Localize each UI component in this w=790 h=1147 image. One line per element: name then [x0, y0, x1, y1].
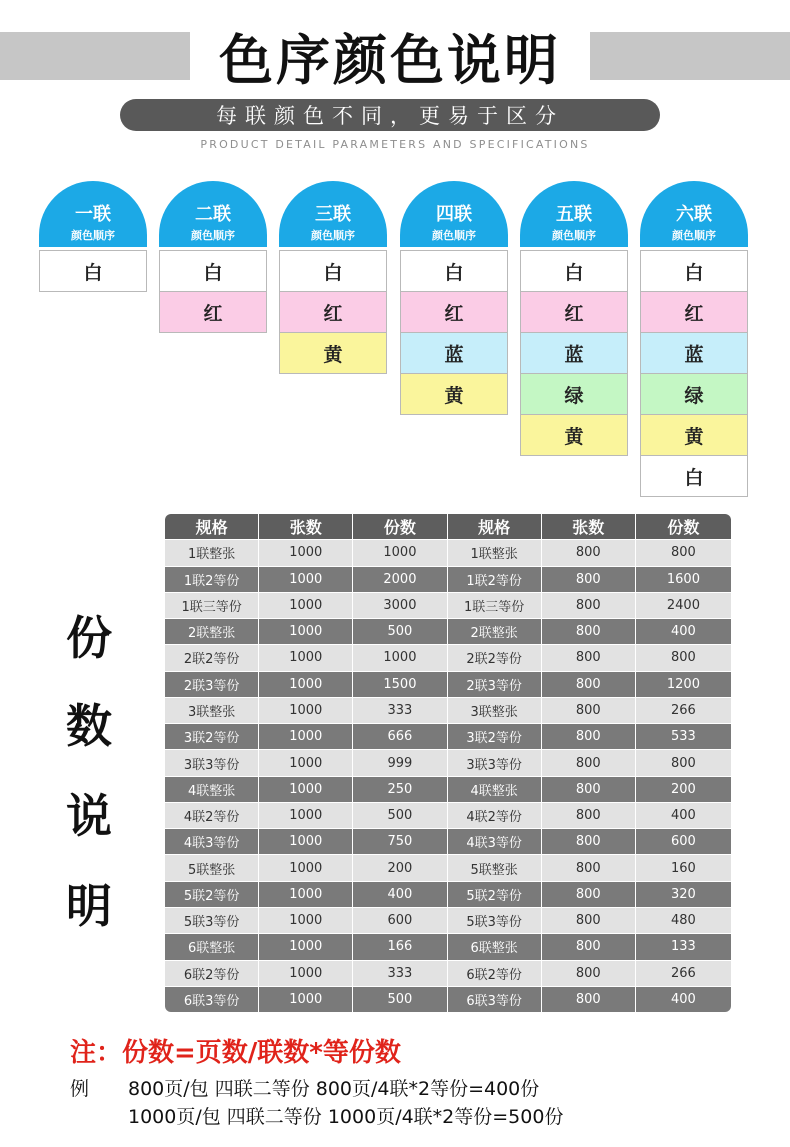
- table-row: [165, 567, 731, 593]
- table-cell: 1000: [259, 672, 353, 697]
- column-header: [39, 181, 147, 247]
- column-header-cell: 份数: [667, 518, 700, 538]
- table-cell: 1联整张: [448, 540, 542, 565]
- subtitle-pill: 每联颜色不同，更易于区分: [120, 99, 660, 131]
- table-cell: 3联整张: [448, 698, 542, 723]
- color-cell: 红: [521, 292, 627, 333]
- table-cell: 1000: [259, 698, 353, 723]
- table-row: [165, 803, 731, 829]
- table-cell: 1000: [259, 934, 353, 959]
- table-cell: 5联整张: [165, 855, 259, 880]
- table-cell: 800: [542, 540, 636, 565]
- color-cell: 白: [521, 251, 627, 292]
- table-cell: 5联2等份: [165, 882, 259, 907]
- table-cell: 999: [353, 750, 447, 775]
- table-row: [165, 750, 731, 776]
- color-cell-list: [279, 250, 387, 374]
- color-cell: 红: [280, 292, 386, 333]
- table-cell: 5联整张: [448, 855, 542, 880]
- color-cell: 绿: [641, 374, 747, 415]
- table-cell: 600: [671, 834, 696, 850]
- table-cell: 200: [353, 855, 447, 880]
- side-title-char-2: 数: [66, 699, 112, 753]
- table-cell: 800: [542, 619, 636, 644]
- table-cell: 6联整张: [165, 934, 259, 959]
- table-cell: 1000: [259, 724, 353, 749]
- column-header-cell: 规格: [448, 514, 542, 539]
- table-cell: 800: [542, 777, 636, 802]
- table-cell: 800: [542, 855, 636, 880]
- table-cell: 5联2等份: [448, 882, 542, 907]
- table-cell: 800: [542, 645, 636, 670]
- table-cell: 1000: [259, 567, 353, 592]
- table-cell: 166: [353, 934, 447, 959]
- table-cell: 800: [542, 882, 636, 907]
- color-cell: 白: [641, 251, 747, 292]
- color-cell: 红: [401, 292, 507, 333]
- table-cell: 1000: [259, 777, 353, 802]
- table-cell: 4联2等份: [448, 803, 542, 828]
- table-cell: 3联2等份: [448, 724, 542, 749]
- page-title: 色序颜色说明: [219, 28, 561, 92]
- column-header: [400, 181, 508, 247]
- table-cell: 1000: [259, 961, 353, 986]
- table-cell: 1联三等份: [448, 593, 542, 618]
- table-row: [165, 855, 731, 881]
- table-cell: 133: [671, 939, 696, 955]
- quantity-table: [165, 514, 731, 1012]
- table-cell: 1联整张: [165, 540, 259, 565]
- table-cell: 1000: [259, 987, 353, 1012]
- color-cell: 黄: [641, 415, 747, 456]
- table-cell: 6联2等份: [448, 961, 542, 986]
- table-cell: 6联2等份: [165, 961, 259, 986]
- column-header: [159, 181, 267, 247]
- table-row: [165, 540, 731, 566]
- table-cell: 1500: [353, 672, 447, 697]
- ply-label: 二联: [195, 204, 231, 225]
- example-label: 例: [70, 1078, 90, 1100]
- color-column-5: [520, 181, 628, 456]
- table-cell: 800: [542, 567, 636, 592]
- table-cell: 333: [353, 961, 447, 986]
- table-cell: 1联2等份: [448, 567, 542, 592]
- color-cell: 白: [401, 251, 507, 292]
- table-cell: 800: [542, 593, 636, 618]
- table-cell: 2联2等份: [448, 645, 542, 670]
- column-header-cell: 张数: [259, 514, 353, 539]
- table-cell: 1000: [259, 803, 353, 828]
- table-cell: 2400: [666, 597, 700, 613]
- table-cell: 1000: [259, 750, 353, 775]
- color-order-label: 颜色顺序: [71, 229, 115, 242]
- table-cell: 1联三等份: [165, 593, 259, 618]
- table-cell: 600: [353, 908, 447, 933]
- table-cell: 1600: [666, 571, 700, 587]
- ply-label: 一联: [75, 204, 111, 225]
- color-cell: 红: [160, 292, 266, 333]
- table-cell: 800: [542, 672, 636, 697]
- table-cell: 2联2等份: [165, 645, 259, 670]
- table-cell: 4联2等份: [165, 803, 259, 828]
- table-cell: 666: [353, 724, 447, 749]
- color-order-label: 颜色顺序: [311, 229, 355, 242]
- table-cell: 4联3等份: [448, 829, 542, 854]
- color-column-3: [279, 181, 387, 374]
- color-cell: 黄: [401, 374, 507, 415]
- table-cell: 1000: [353, 540, 447, 565]
- column-header: [520, 181, 628, 247]
- color-column-2: [159, 181, 267, 333]
- table-row: [165, 645, 731, 671]
- table-cell: 800: [671, 755, 696, 771]
- table-row: [165, 777, 731, 803]
- table-cell: 6联3等份: [165, 987, 259, 1012]
- ply-label: 三联: [315, 204, 351, 225]
- table-cell: 800: [542, 698, 636, 723]
- table-cell: 500: [353, 619, 447, 644]
- color-column-6: [640, 181, 748, 497]
- table-cell: 400: [353, 882, 447, 907]
- table-cell: 266: [671, 702, 696, 718]
- table-cell: 200: [671, 781, 696, 797]
- color-order-label: 颜色顺序: [552, 229, 596, 242]
- table-cell: 800: [542, 724, 636, 749]
- table-cell: 3联3等份: [165, 750, 259, 775]
- table-cell: 500: [353, 803, 447, 828]
- table-cell: 3联3等份: [448, 750, 542, 775]
- table-cell: 1000: [259, 882, 353, 907]
- table-cell: 3联2等份: [165, 724, 259, 749]
- table-cell: 800: [542, 987, 636, 1012]
- table-header-row: [165, 514, 731, 540]
- color-order-label: 颜色顺序: [672, 229, 716, 242]
- table-cell: 1000: [353, 645, 447, 670]
- table-cell: 800: [542, 829, 636, 854]
- ply-label: 五联: [556, 204, 592, 225]
- color-column-1: [39, 181, 147, 292]
- table-cell: 500: [353, 987, 447, 1012]
- table-cell: 533: [671, 729, 696, 745]
- table-cell: 266: [671, 965, 696, 981]
- table-cell: 800: [671, 650, 696, 666]
- example-line-1: 800页/包 四联二等份 800页/4联*2等份=400份: [128, 1078, 540, 1100]
- color-cell: 蓝: [401, 333, 507, 374]
- table-cell: 5联3等份: [448, 908, 542, 933]
- table-cell: 1联2等份: [165, 567, 259, 592]
- column-header-cell: 规格: [165, 514, 259, 539]
- table-cell: 1000: [259, 829, 353, 854]
- table-cell: 250: [353, 777, 447, 802]
- table-cell: 800: [671, 545, 696, 561]
- column-header-cell: 张数: [542, 514, 636, 539]
- table-row: [165, 829, 731, 855]
- formula-note: 注：份数=页数/联数*等份数: [70, 1038, 401, 1068]
- color-cell: 白: [280, 251, 386, 292]
- table-cell: 2联整张: [165, 619, 259, 644]
- color-cell-list: [520, 250, 628, 456]
- column-header: [640, 181, 748, 247]
- table-cell: 2联整张: [448, 619, 542, 644]
- table-cell: 800: [542, 908, 636, 933]
- color-cell: 白: [641, 456, 747, 497]
- table-cell: 3000: [353, 593, 447, 618]
- table-cell: 2联3等份: [165, 672, 259, 697]
- color-cell: 红: [641, 292, 747, 333]
- header-band-left: [0, 32, 190, 80]
- table-cell: 400: [671, 624, 696, 640]
- ply-label: 六联: [676, 204, 712, 225]
- color-cell: 绿: [521, 374, 627, 415]
- table-cell: 1000: [259, 593, 353, 618]
- example-line-2: 1000页/包 四联二等份 1000页/4联*2等份=500份: [128, 1106, 564, 1128]
- color-cell: 蓝: [521, 333, 627, 374]
- table-row: [165, 619, 731, 645]
- table-cell: 800: [542, 803, 636, 828]
- table-cell: 4联3等份: [165, 829, 259, 854]
- color-cell-list: [39, 250, 147, 292]
- color-cell-list: [159, 250, 267, 333]
- color-order-label: 颜色顺序: [191, 229, 235, 242]
- table-cell: 6联3等份: [448, 987, 542, 1012]
- table-cell: 2000: [353, 567, 447, 592]
- table-row: [165, 593, 731, 619]
- table-cell: 3联整张: [165, 698, 259, 723]
- column-header-cell: 份数: [353, 514, 447, 539]
- table-cell: 1000: [259, 908, 353, 933]
- color-cell: 白: [160, 251, 266, 292]
- color-cell: 黄: [280, 333, 386, 374]
- table-cell: 800: [542, 750, 636, 775]
- color-cell: 蓝: [641, 333, 747, 374]
- table-row: [165, 987, 731, 1012]
- table-row: [165, 672, 731, 698]
- table-cell: 1000: [259, 540, 353, 565]
- table-cell: 333: [353, 698, 447, 723]
- table-row: [165, 934, 731, 960]
- table-cell: 1000: [259, 645, 353, 670]
- table-row: [165, 961, 731, 987]
- table-cell: 5联3等份: [165, 908, 259, 933]
- table-cell: 2联3等份: [448, 672, 542, 697]
- side-title-char-4: 明: [66, 879, 112, 933]
- table-cell: 1000: [259, 619, 353, 644]
- color-column-4: [400, 181, 508, 415]
- table-cell: 4联整张: [448, 777, 542, 802]
- color-cell-list: [640, 250, 748, 497]
- table-cell: 800: [542, 961, 636, 986]
- table-row: [165, 724, 731, 750]
- table-cell: 480: [671, 913, 696, 929]
- table-row: [165, 882, 731, 908]
- side-title-char-3: 说: [66, 789, 112, 843]
- title-box: [190, 22, 590, 90]
- table-cell: 1000: [259, 855, 353, 880]
- table-cell: 750: [353, 829, 447, 854]
- ply-label: 四联: [436, 204, 472, 225]
- table-row: [165, 908, 731, 934]
- english-caption: PRODUCT DETAIL PARAMETERS AND SPECIFICATIONS: [200, 138, 590, 151]
- table-cell: 160: [671, 860, 696, 876]
- column-header: [279, 181, 387, 247]
- table-cell: 800: [542, 934, 636, 959]
- table-cell: 400: [671, 808, 696, 824]
- color-order-label: 颜色顺序: [432, 229, 476, 242]
- table-cell: 400: [671, 991, 696, 1007]
- table-cell: 4联整张: [165, 777, 259, 802]
- table-row: [165, 698, 731, 724]
- table-cell: 320: [671, 886, 696, 902]
- table-cell: 6联整张: [448, 934, 542, 959]
- header-band-right: [590, 32, 790, 80]
- side-title-char-1: 份: [66, 611, 112, 665]
- color-cell-list: [400, 250, 508, 415]
- table-cell: 1200: [666, 676, 700, 692]
- color-cell: 黄: [521, 415, 627, 456]
- color-cell: 白: [40, 251, 146, 292]
